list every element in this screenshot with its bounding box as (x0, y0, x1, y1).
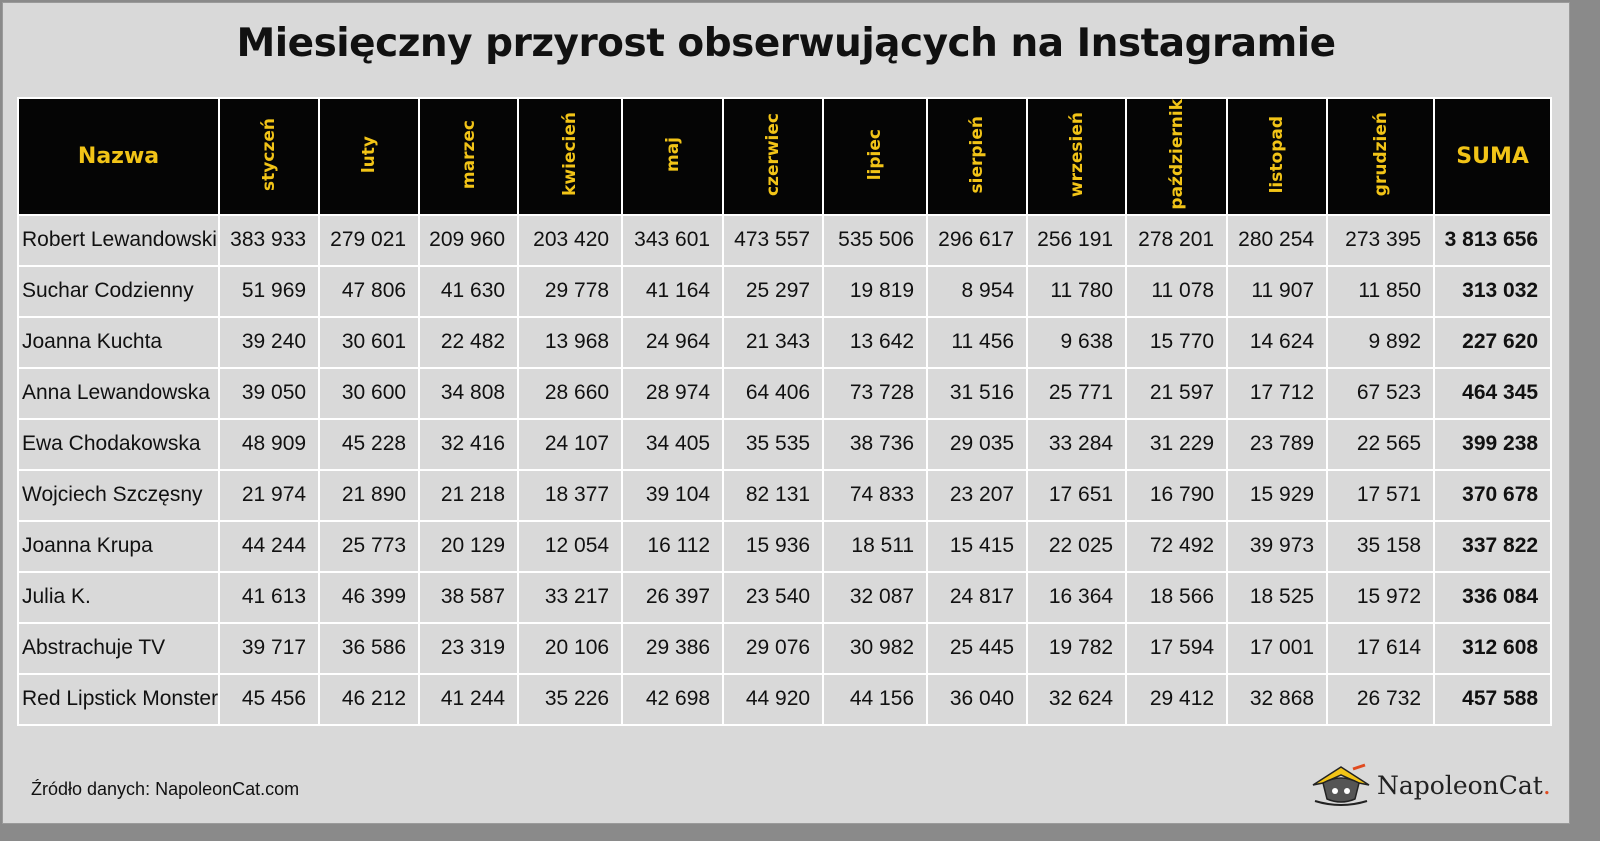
column-header-month: kwiecień (518, 98, 622, 215)
table-row (18, 266, 1551, 317)
cell-value: 33 217 (518, 572, 622, 623)
cell-value: 8 954 (927, 266, 1027, 317)
table-row (18, 674, 1551, 725)
cell-value: 21 343 (723, 317, 823, 368)
cell-value: 209 960 (419, 215, 518, 266)
cell-value: 74 833 (823, 470, 927, 521)
cell-value: 15 770 (1126, 317, 1227, 368)
cell-value: 39 717 (219, 623, 319, 674)
cell-value: 16 790 (1126, 470, 1227, 521)
cell-value: 47 806 (319, 266, 419, 317)
cell-value: 15 936 (723, 521, 823, 572)
cell-value: 29 035 (927, 419, 1027, 470)
brand-name: NapoleonCat. (1377, 770, 1551, 800)
table-row (18, 368, 1551, 419)
column-header-month: lipiec (823, 98, 927, 215)
cell-value: 30 982 (823, 623, 927, 674)
column-header-month: marzec (419, 98, 518, 215)
column-header-month: listopad (1227, 98, 1327, 215)
cell-value: 39 240 (219, 317, 319, 368)
cell-value: 280 254 (1227, 215, 1327, 266)
cell-value: 36 040 (927, 674, 1027, 725)
cell-value: 11 078 (1126, 266, 1227, 317)
cell-sum: 370 678 (1434, 470, 1551, 521)
cell-value: 29 412 (1126, 674, 1227, 725)
cell-value: 41 613 (219, 572, 319, 623)
column-header-sum: SUMA (1434, 98, 1551, 215)
cell-value: 18 377 (518, 470, 622, 521)
cell-value: 9 638 (1027, 317, 1126, 368)
cell-name: Robert Lewandowski (18, 215, 219, 266)
cell-value: 29 778 (518, 266, 622, 317)
cell-value: 21 597 (1126, 368, 1227, 419)
cell-value: 12 054 (518, 521, 622, 572)
cell-value: 24 107 (518, 419, 622, 470)
cell-value: 32 087 (823, 572, 927, 623)
column-header-month: grudzień (1327, 98, 1434, 215)
cell-value: 13 642 (823, 317, 927, 368)
cell-name: Joanna Kuchta (18, 317, 219, 368)
table-row (18, 419, 1551, 470)
cell-value: 21 890 (319, 470, 419, 521)
cell-value: 16 112 (622, 521, 723, 572)
cell-value: 25 445 (927, 623, 1027, 674)
cell-value: 29 386 (622, 623, 723, 674)
data-table (17, 97, 1552, 726)
cell-value: 35 158 (1327, 521, 1434, 572)
cell-value: 31 516 (927, 368, 1027, 419)
cell-sum: 313 032 (1434, 266, 1551, 317)
table-row (18, 623, 1551, 674)
cell-value: 296 617 (927, 215, 1027, 266)
cell-value: 18 525 (1227, 572, 1327, 623)
column-header-month: czerwiec (723, 98, 823, 215)
cell-value: 46 399 (319, 572, 419, 623)
cell-value: 13 968 (518, 317, 622, 368)
cell-value: 15 415 (927, 521, 1027, 572)
cell-value: 22 482 (419, 317, 518, 368)
column-header-month: styczeń (219, 98, 319, 215)
cell-name: Ewa Chodakowska (18, 419, 219, 470)
cell-value: 42 698 (622, 674, 723, 725)
cell-value: 383 933 (219, 215, 319, 266)
cell-value: 23 540 (723, 572, 823, 623)
cell-value: 44 156 (823, 674, 927, 725)
table-body (18, 215, 1551, 725)
cell-value: 24 817 (927, 572, 1027, 623)
cell-value: 44 920 (723, 674, 823, 725)
column-header-month: maj (622, 98, 723, 215)
cell-value: 14 624 (1227, 317, 1327, 368)
cell-value: 203 420 (518, 215, 622, 266)
cell-value: 23 207 (927, 470, 1027, 521)
brand-logo (1309, 763, 1551, 807)
column-header-month: wrzesień (1027, 98, 1126, 215)
cell-value: 19 819 (823, 266, 927, 317)
cell-value: 28 974 (622, 368, 723, 419)
cell-value: 41 164 (622, 266, 723, 317)
cell-value: 34 405 (622, 419, 723, 470)
cell-value: 23 789 (1227, 419, 1327, 470)
cell-name: Julia K. (18, 572, 219, 623)
cell-name: Wojciech Szczęsny (18, 470, 219, 521)
cell-value: 30 600 (319, 368, 419, 419)
cell-sum: 399 238 (1434, 419, 1551, 470)
infographic-frame (2, 2, 1570, 824)
column-header-name: Nazwa (18, 98, 219, 215)
cell-value: 26 397 (622, 572, 723, 623)
cell-value: 51 969 (219, 266, 319, 317)
cell-value: 35 226 (518, 674, 622, 725)
cell-value: 11 780 (1027, 266, 1126, 317)
cell-sum: 464 345 (1434, 368, 1551, 419)
napoleon-cat-logo-icon (1309, 763, 1373, 807)
cell-value: 45 228 (319, 419, 419, 470)
cell-value: 72 492 (1126, 521, 1227, 572)
cell-value: 28 660 (518, 368, 622, 419)
header-row (18, 98, 1551, 215)
cell-value: 31 229 (1126, 419, 1227, 470)
cell-value: 30 601 (319, 317, 419, 368)
cell-value: 535 506 (823, 215, 927, 266)
cell-value: 343 601 (622, 215, 723, 266)
cell-value: 21 218 (419, 470, 518, 521)
cell-value: 15 929 (1227, 470, 1327, 521)
cell-value: 35 535 (723, 419, 823, 470)
cell-value: 73 728 (823, 368, 927, 419)
cell-value: 41 630 (419, 266, 518, 317)
cell-value: 9 892 (1327, 317, 1434, 368)
cell-value: 473 557 (723, 215, 823, 266)
cell-value: 32 416 (419, 419, 518, 470)
table-row (18, 572, 1551, 623)
cell-value: 25 773 (319, 521, 419, 572)
cell-value: 11 456 (927, 317, 1027, 368)
cell-value: 39 104 (622, 470, 723, 521)
cell-value: 18 511 (823, 521, 927, 572)
cell-value: 25 771 (1027, 368, 1126, 419)
source-note: Źródło danych: NapoleonCat.com (31, 779, 300, 799)
cell-value: 23 319 (419, 623, 518, 674)
cell-value: 33 284 (1027, 419, 1126, 470)
cell-sum: 336 084 (1434, 572, 1551, 623)
cell-value: 15 972 (1327, 572, 1434, 623)
cell-sum: 227 620 (1434, 317, 1551, 368)
cell-value: 18 566 (1126, 572, 1227, 623)
cell-value: 256 191 (1027, 215, 1126, 266)
cell-value: 32 624 (1027, 674, 1126, 725)
cell-value: 39 050 (219, 368, 319, 419)
table-row (18, 470, 1551, 521)
cell-sum: 457 588 (1434, 674, 1551, 725)
table-row (18, 521, 1551, 572)
cell-value: 17 712 (1227, 368, 1327, 419)
cell-value: 82 131 (723, 470, 823, 521)
cell-sum: 337 822 (1434, 521, 1551, 572)
cell-value: 21 974 (219, 470, 319, 521)
cell-name: Joanna Krupa (18, 521, 219, 572)
cell-value: 22 025 (1027, 521, 1126, 572)
column-header-month: październik (1126, 98, 1227, 215)
page-title: Miesięczny przyrost obserwujących na Instagramie (236, 21, 1336, 66)
table-row (18, 215, 1551, 266)
cell-value: 17 651 (1027, 470, 1126, 521)
cell-name: Suchar Codzienny (18, 266, 219, 317)
cell-value: 279 021 (319, 215, 419, 266)
cell-value: 11 850 (1327, 266, 1434, 317)
cell-value: 29 076 (723, 623, 823, 674)
cell-value: 20 106 (518, 623, 622, 674)
cell-value: 11 907 (1227, 266, 1327, 317)
cell-name: Red Lipstick Monster (18, 674, 219, 725)
cell-value: 34 808 (419, 368, 518, 419)
cell-value: 25 297 (723, 266, 823, 317)
table-row (18, 317, 1551, 368)
cell-value: 273 395 (1327, 215, 1434, 266)
cell-name: Anna Lewandowska (18, 368, 219, 419)
cell-sum: 312 608 (1434, 623, 1551, 674)
cell-value: 19 782 (1027, 623, 1126, 674)
cell-value: 32 868 (1227, 674, 1327, 725)
cell-value: 17 614 (1327, 623, 1434, 674)
cell-value: 64 406 (723, 368, 823, 419)
cell-value: 16 364 (1027, 572, 1126, 623)
cell-value: 278 201 (1126, 215, 1227, 266)
cell-value: 39 973 (1227, 521, 1327, 572)
cell-value: 46 212 (319, 674, 419, 725)
cell-value: 38 736 (823, 419, 927, 470)
cell-value: 26 732 (1327, 674, 1434, 725)
cell-value: 36 586 (319, 623, 419, 674)
cell-value: 41 244 (419, 674, 518, 725)
cell-value: 67 523 (1327, 368, 1434, 419)
cell-value: 44 244 (219, 521, 319, 572)
cell-value: 24 964 (622, 317, 723, 368)
cell-name: Abstrachuje TV (18, 623, 219, 674)
cell-value: 17 571 (1327, 470, 1434, 521)
cell-value: 48 909 (219, 419, 319, 470)
cell-value: 45 456 (219, 674, 319, 725)
column-header-month: luty (319, 98, 419, 215)
cell-value: 20 129 (419, 521, 518, 572)
cell-sum: 3 813 656 (1434, 215, 1551, 266)
column-header-month: sierpień (927, 98, 1027, 215)
cell-value: 17 001 (1227, 623, 1327, 674)
cell-value: 38 587 (419, 572, 518, 623)
cell-value: 22 565 (1327, 419, 1434, 470)
cell-value: 17 594 (1126, 623, 1227, 674)
